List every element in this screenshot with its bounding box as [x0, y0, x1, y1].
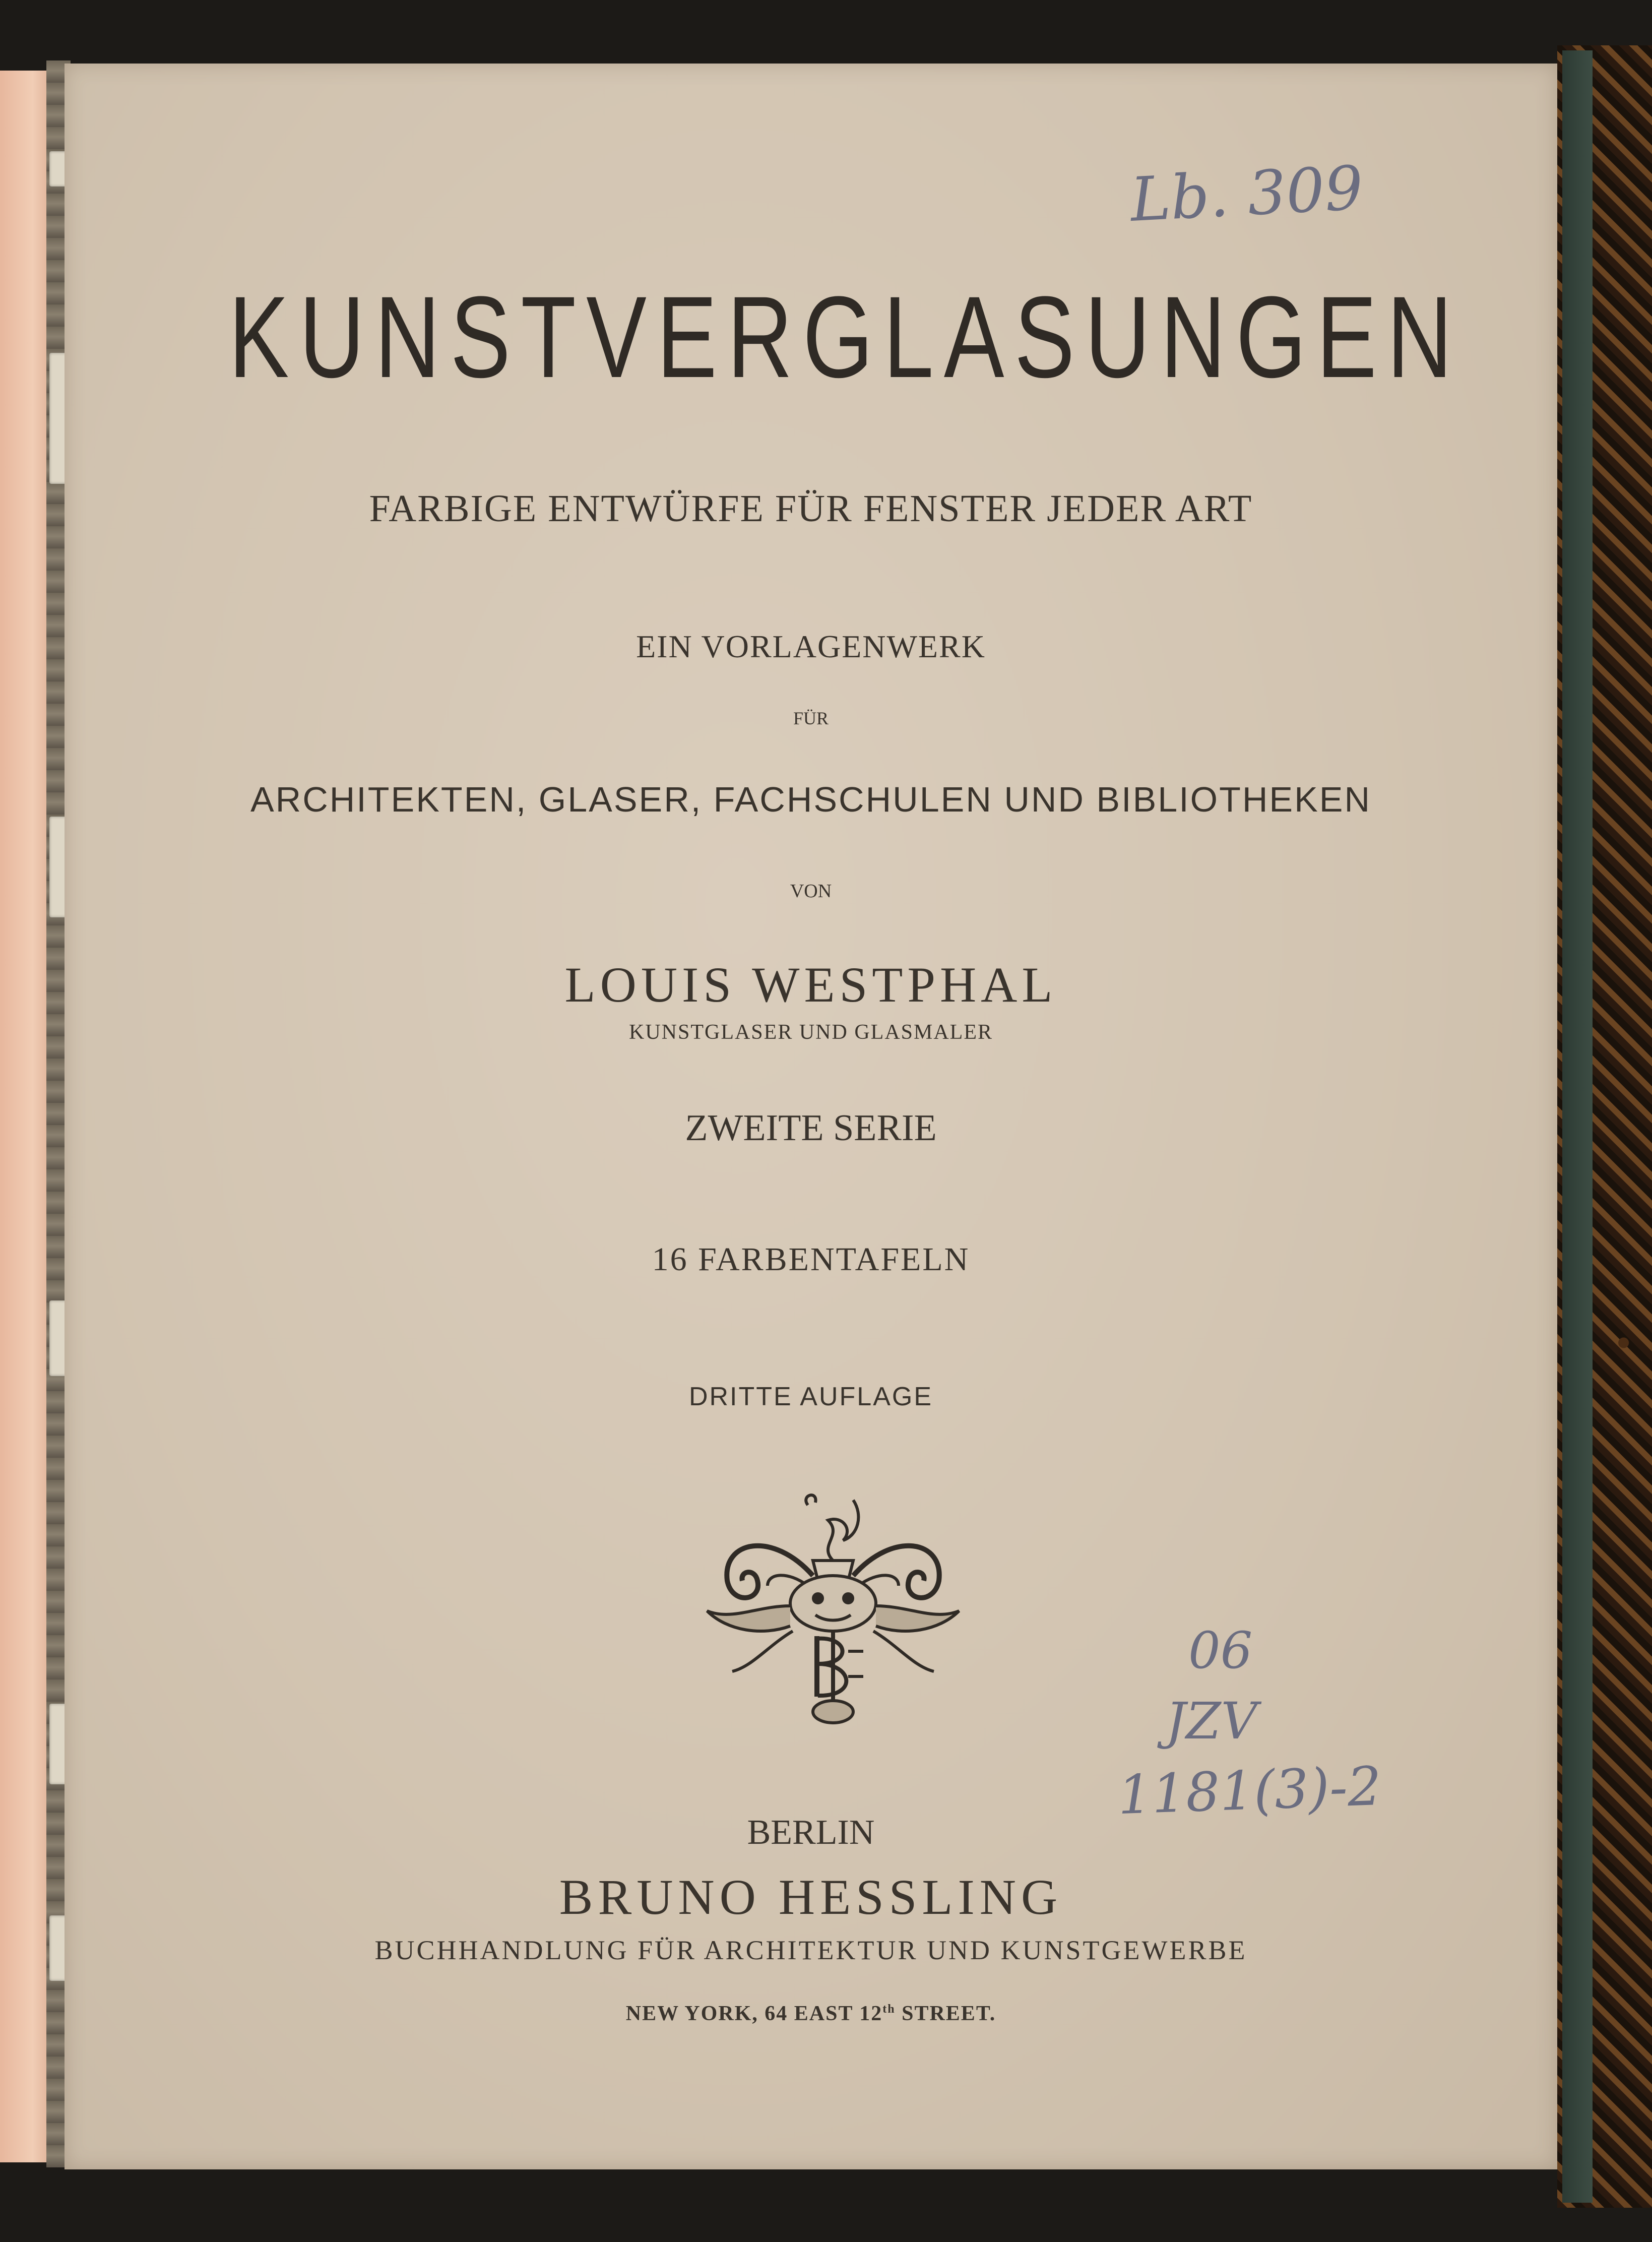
plates-count: 16 FARBENTAFELN [652, 1241, 970, 1278]
handwritten-call-number: 1181(3)-2 [1117, 1755, 1383, 1827]
publisher-emblem-icon [692, 1485, 974, 1727]
book-title: KUNSTVERGLASUNGEN [228, 272, 1463, 402]
work-type: EIN VORLAGENWERK [636, 629, 986, 664]
address-text: NEW YORK, 64 EAST 12 [625, 2002, 883, 2025]
imprint-city: BERLIN [747, 1813, 875, 1852]
address-street: STREET. [895, 2002, 996, 2025]
for-label: FÜR [793, 708, 829, 728]
audience-line: ARCHITEKTEN, GLASER, FACHSCHULEN UND BIBLIOTHEKEN [250, 780, 1372, 819]
handwritten-shelfmark: Lb. 309 [1128, 153, 1365, 235]
author-name: LOUIS WESTPHAL [564, 957, 1057, 1013]
title-page [65, 64, 1557, 2169]
author-role: KUNSTGLASER UND GLASMALER [628, 1021, 993, 1044]
edition-label: DRITTE AUFLAGE [688, 1382, 933, 1411]
publisher-address [65, 2002, 1557, 2026]
publisher-description: BUCHHANDLUNG FÜR ARCHITEKTUR UND KUNSTGEWERBE [374, 1935, 1247, 1965]
cover-cloth-edge [1562, 50, 1593, 2203]
book-subtitle: FARBIGE ENTWÜRFE FÜR FENSTER JEDER ART [369, 487, 1253, 530]
publisher-name: BRUNO HESSLING [559, 1869, 1063, 1925]
series-label: ZWEITE SERIE [685, 1107, 937, 1149]
handwritten-note: JZV [1166, 1692, 1257, 1751]
by-label: VON [790, 881, 832, 902]
address-ordinal: th [882, 2003, 896, 2016]
handwritten-note: 06 [1188, 1621, 1253, 1680]
